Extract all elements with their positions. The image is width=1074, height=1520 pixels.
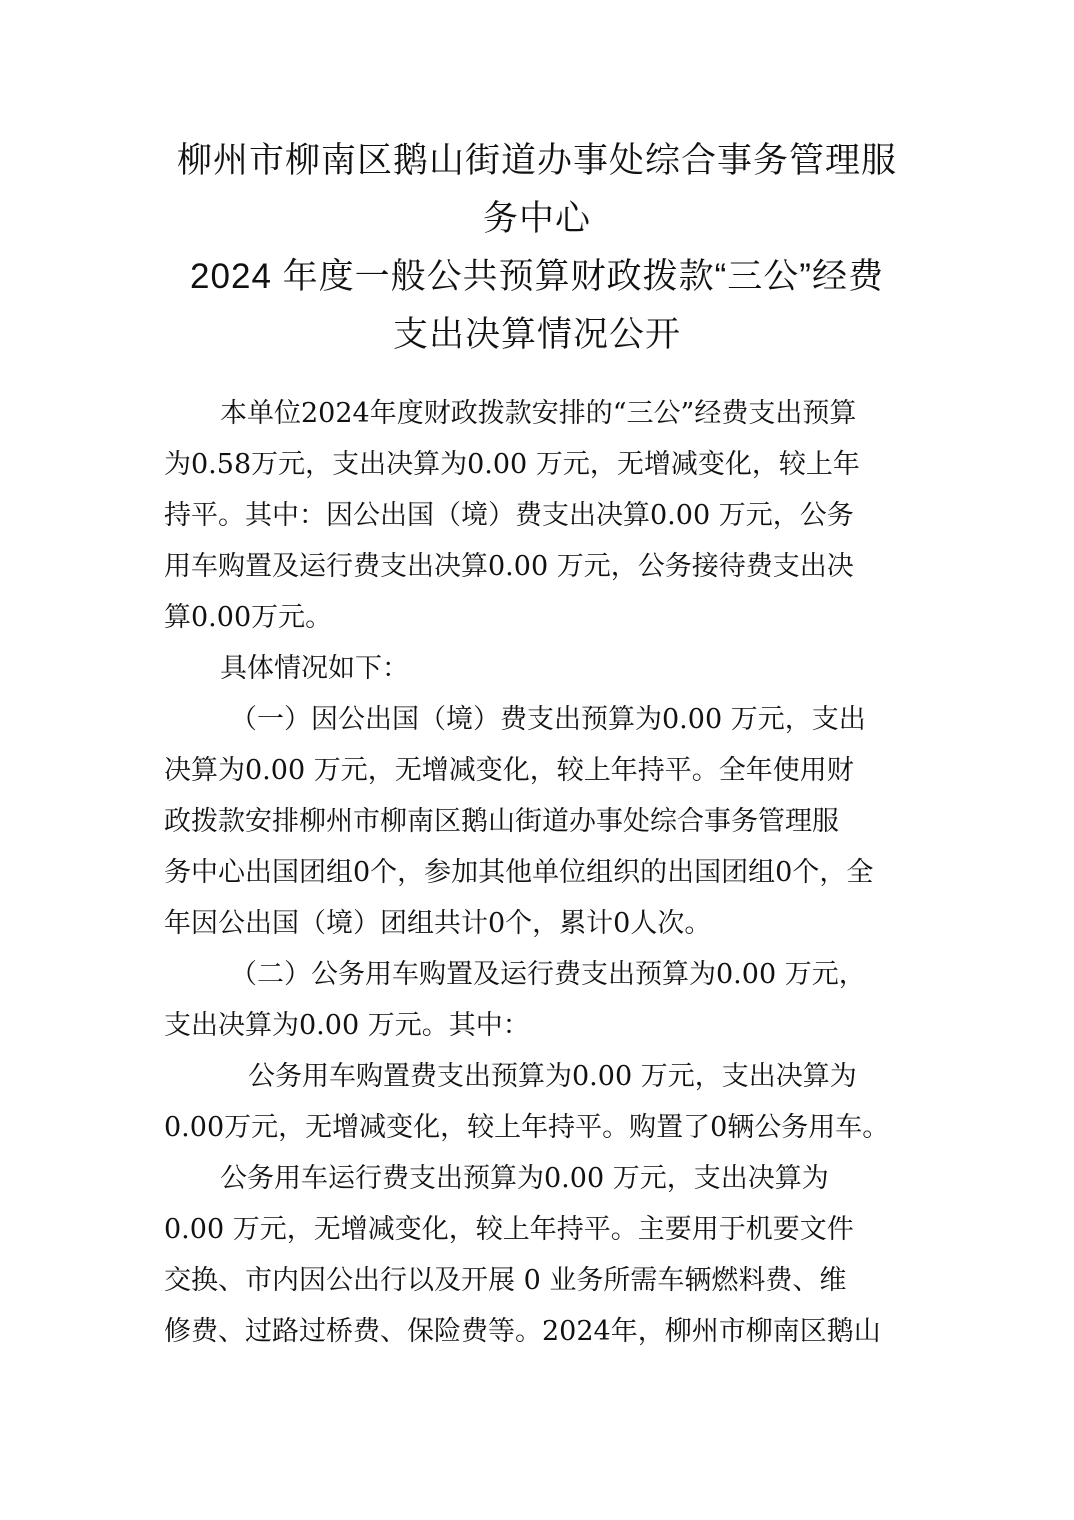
body-line: （一）因公出国（境）费支出预算为0.00 万元，支出 [230,704,866,735]
title-line-4: 支出决算情况公开 [392,315,681,355]
body-line: （二）公务用车购置及运行费支出预算为0.00 万元， [230,959,866,990]
body-line: 算0.00万元。 [164,602,333,633]
body-line: 0.00万元，无增减变化，较上年持平。购置了0辆公务用车。 [164,1112,890,1143]
body-line: 公务用车运行费支出预算为0.00 万元，支出决算为 [220,1163,829,1194]
title-line-1: 柳州市柳南区鹅山街道办事处综合事务管理服 [176,141,897,181]
body-line: 0.00 万元，无增减变化，较上年持平。主要用于机要文件 [164,1214,854,1245]
body-line: 年因公出国（境）团组共计0个，累计0人次。 [164,908,712,939]
document-body [164,388,916,1357]
body-line: 具体情况如下： [220,653,409,684]
document-title [150,132,924,364]
body-line: 政拨款安排柳州市柳南区鹅山街道办事处综合事务管理服 [164,806,839,837]
body-line: 公务用车购置费支出预算为0.00 万元，支出决算为 [248,1061,857,1092]
body-line: 为0.58万元，支出决算为0.00 万元，无增减变化，较上年 [164,449,860,480]
body-line: 本单位2024年度财政拨款安排的“三公”经费支出预算 [220,398,857,429]
body-line: 务中心出国团组0个，参加其他单位组织的出国团组0个，全 [164,857,874,888]
title-line-3: 2024 年度一般公共预算财政拨款“三公”经费 [190,257,884,296]
body-line: 用车购置及运行费支出决算0.00 万元，公务接待费支出决 [164,551,854,582]
title-line-2: 务中心 [482,199,591,239]
body-line: 修费、过路过桥费、保险费等。2024年，柳州市柳南区鹅山 [164,1316,881,1347]
body-line: 决算为0.00 万元，无增减变化，较上年持平。全年使用财 [164,755,854,786]
body-line: 交换、市内因公出行以及开展 0 业务所需车辆燃料费、维 [164,1265,847,1296]
body-line: 支出决算为0.00 万元。其中： [164,1010,530,1041]
body-line: 持平。其中：因公出国（境）费支出决算0.00 万元，公务 [164,500,854,531]
